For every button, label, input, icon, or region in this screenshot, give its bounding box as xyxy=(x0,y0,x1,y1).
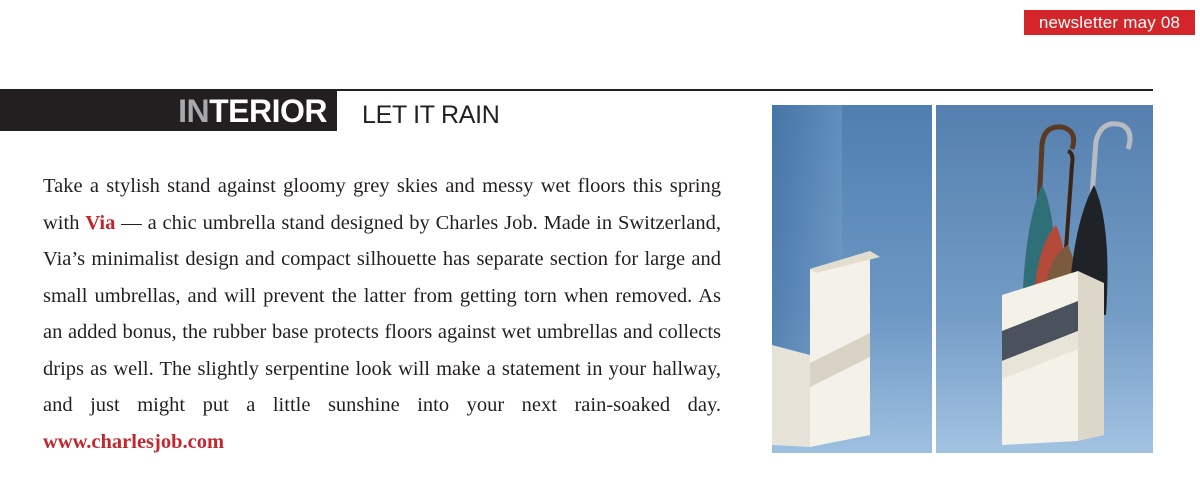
section-label-main: TERIOR xyxy=(209,93,327,129)
section-label-prefix: IN xyxy=(178,93,210,129)
brand-name: Via xyxy=(85,211,116,234)
article-body xyxy=(43,168,721,460)
right-stand-side xyxy=(1078,271,1104,441)
left-stand-side xyxy=(772,345,810,447)
website-link[interactable]: www.charlesjob.com xyxy=(43,430,225,453)
newsletter-badge: newsletter may 08 xyxy=(1024,10,1195,35)
umbrella-stand-image xyxy=(772,105,1153,453)
photo-divider xyxy=(932,105,936,453)
article-text-main: — a chic umbrella stand designed by Charles Job. Made in Switzerland, Via’s minimalist design and compact silhouette has separate section for large and small umbrellas, and will prevent the latter from getting torn when removed. As an added bonus, the rubber base protects floors against wet umbrellas and collects drips as well. The slightly serpentine look will make a statement in your hallway, and just might put a little sunshine into your next rain-soaked day. xyxy=(43,211,721,416)
article-text-intro: Take a stylish stand against gloomy grey skies and messy wet floors this spring with xyxy=(43,175,721,234)
umbrella-stand-photo xyxy=(772,105,1153,453)
article-headline: LET IT RAIN xyxy=(362,101,500,129)
section-label xyxy=(0,91,327,131)
